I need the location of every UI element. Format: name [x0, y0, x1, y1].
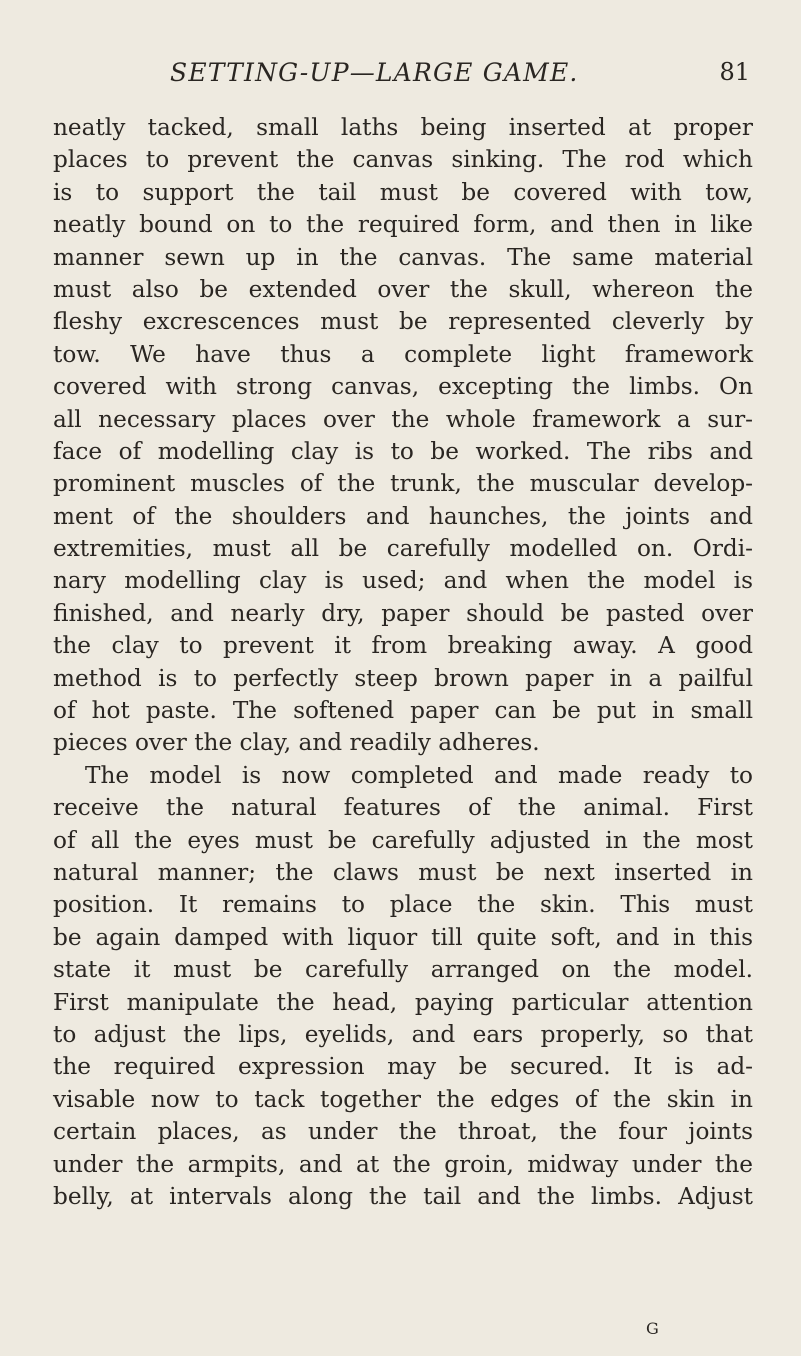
text-line: extremities, must all be carefully modelled on. Ordi-: [53, 535, 753, 563]
text-line: ment of the shoulders and haunches, the joints and: [53, 502, 753, 530]
text-line: places to prevent the canvas sinking. The rod which: [53, 146, 753, 174]
text-line: tow. We have thus a complete light framework: [53, 340, 753, 368]
text-line: First manipulate the head, paying particular attention: [53, 988, 753, 1016]
text-line: The model is now completed and made ready to: [85, 761, 753, 789]
text-line: must also be extended over the skull, whereon the: [53, 275, 753, 303]
page-header: [170, 58, 750, 98]
text-line: neatly bound on to the required form, and then in like: [53, 211, 753, 239]
text-line: manner sewn up in the canvas. The same material: [53, 243, 753, 271]
text-line: visable now to tack together the edges of the skin in: [53, 1085, 753, 1113]
text-line: position. It remains to place the skin. This must: [53, 891, 753, 919]
text-line: neatly tacked, small laths being inserted at proper: [53, 114, 753, 141]
paragraph: [53, 112, 753, 760]
text-line: all necessary places over the whole framework a sur-: [53, 405, 753, 433]
text-line: to adjust the lips, eyelids, and ears properly, so that: [53, 1020, 753, 1048]
text-line: prominent muscles of the trunk, the muscular develop-: [53, 470, 753, 498]
text-line: the required expression may be secured. It is ad-: [53, 1053, 753, 1081]
signature-mark: G: [646, 1319, 660, 1338]
page-number: 81: [719, 58, 750, 86]
text-line: state it must be carefully arranged on the model.: [53, 956, 753, 984]
text-line: nary modelling clay is used; and when the model is: [53, 567, 753, 595]
paragraph: [53, 760, 753, 1213]
body-text: [53, 112, 753, 1213]
text-line: covered with strong canvas, excepting the limbs. On: [53, 373, 753, 401]
text-line: fleshy excrescences must be represented cleverly by: [53, 308, 753, 336]
text-line: belly, at intervals along the tail and the limbs. Adjust: [53, 1182, 753, 1210]
text-line: pieces over the clay, and readily adheres.: [53, 729, 540, 757]
text-line: face of modelling clay is to be worked. The ribs and: [53, 437, 753, 465]
text-line: under the armpits, and at the groin, midway under the: [53, 1150, 753, 1178]
text-line: is to support the tail must be covered with tow,: [53, 178, 753, 206]
text-line: of hot paste. The softened paper can be put in small: [53, 697, 753, 725]
running-title: SETTING-UP—LARGE GAME.: [170, 58, 579, 87]
text-line: method is to perfectly steep brown paper in a pailful: [53, 664, 753, 692]
text-line: natural manner; the claws must be next inserted in: [53, 858, 753, 886]
text-line: of all the eyes must be carefully adjusted in the most: [53, 826, 753, 854]
text-line: finished, and nearly dry, paper should be pasted over: [53, 599, 753, 627]
text-line: receive the natural features of the animal. First: [53, 794, 753, 822]
text-line: certain places, as under the throat, the four joints: [53, 1118, 753, 1146]
text-line: the clay to prevent it from breaking away. A good: [53, 632, 753, 660]
text-line: be again damped with liquor till quite soft, and in this: [53, 923, 753, 951]
